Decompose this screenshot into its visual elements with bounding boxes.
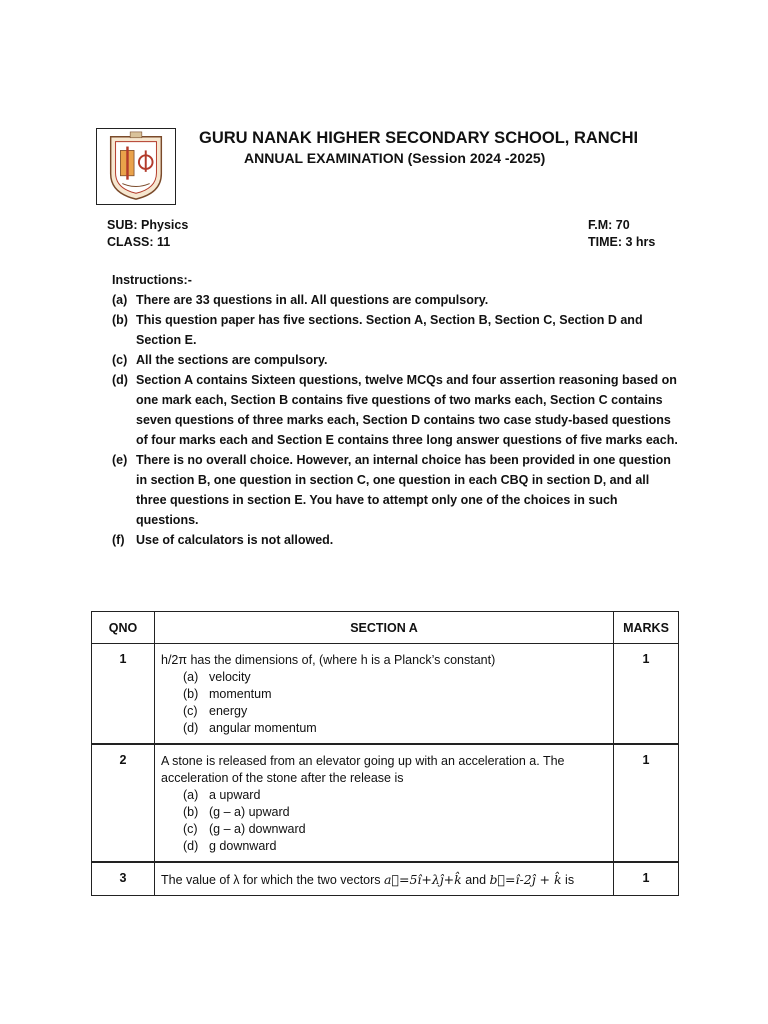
instruction-text: Use of calculators is not allowed.	[136, 533, 334, 547]
question-marks: 1	[614, 745, 679, 862]
option-text: (g – a) downward	[209, 822, 306, 836]
instruction-label: (e)	[112, 453, 128, 467]
option	[183, 838, 607, 855]
instruction-text: All the sections are compulsory.	[136, 353, 328, 367]
table-header-row	[92, 612, 679, 644]
instruction-text: This question paper has five sections. Section A, Section B, Section C, Section D and Section E.	[136, 313, 643, 347]
option-label: (c)	[183, 704, 198, 718]
option	[183, 787, 607, 804]
question-number: 3	[92, 863, 155, 896]
full-marks: F.M: 70	[588, 218, 630, 232]
school-crest-icon	[97, 129, 175, 204]
option-label: (d)	[183, 721, 199, 735]
question-body	[155, 863, 614, 896]
question-text: h/2π has the dimensions of, (where h is a Planck’s constant)	[161, 653, 496, 667]
instruction-item	[112, 370, 682, 450]
question-marks: 1	[614, 863, 679, 896]
question-text-mid: and	[461, 873, 490, 887]
option	[183, 669, 607, 686]
option-text: energy	[209, 704, 248, 718]
instruction-label: (c)	[112, 353, 128, 367]
instruction-text: Section A contains Sixteen questions, twelve MCQs and four assertion reasoning based on one mark each, Section B contains five questions of two marks each, Section C contains seven questions of three marks each, Section D contains two case study-based questions of four marks each and Section E contains three long answer questions of five marks each.	[136, 373, 678, 447]
header-marks: MARKS	[614, 612, 679, 644]
vector-b: b⃗=î-2ĵ + k̂	[489, 872, 562, 887]
instruction-text: There is no overall choice. However, an internal choice has been provided in one question in section B, one question in section C, one question in each CBQ in section D, and all three questions in section E. You have to attempt only one of the choices in such questions.	[136, 453, 671, 527]
option-label: (a)	[183, 788, 199, 802]
school-name: GURU NANAK HIGHER SECONDARY SCHOOL, RANCHI	[199, 129, 639, 147]
instruction-text: There are 33 questions in all. All questions are compulsory.	[136, 293, 489, 307]
question-number: 2	[92, 745, 155, 862]
instruction-item	[112, 530, 682, 550]
subject: SUB: Physics	[107, 218, 189, 232]
instruction-label: (a)	[112, 293, 128, 307]
options-list	[183, 787, 607, 855]
header-qno: QNO	[92, 612, 155, 644]
option	[183, 804, 607, 821]
school-logo	[96, 128, 176, 205]
instruction-label: (d)	[112, 373, 128, 387]
table-row	[92, 745, 679, 862]
time: TIME: 3 hrs	[588, 235, 656, 249]
class: CLASS: 11	[107, 235, 171, 249]
question-text-before: The value of λ for which the two vectors	[161, 873, 385, 887]
instruction-item	[112, 310, 682, 350]
option-label: (c)	[183, 822, 198, 836]
option-label: (b)	[183, 805, 199, 819]
option-label: (d)	[183, 839, 199, 853]
option-label: (a)	[183, 670, 199, 684]
option-text: velocity	[209, 670, 251, 684]
instructions-title: Instructions:-	[112, 273, 192, 287]
question-number: 1	[92, 644, 155, 744]
question-text-after: is	[561, 873, 575, 887]
option-text: momentum	[209, 687, 272, 701]
option	[183, 703, 607, 720]
option	[183, 686, 607, 703]
question-text	[161, 871, 607, 889]
instruction-label: (f)	[112, 533, 125, 547]
table-row	[92, 644, 679, 744]
instructions	[112, 270, 682, 550]
instruction-item	[112, 290, 682, 310]
questions-table	[91, 611, 679, 896]
table-row	[92, 863, 679, 896]
question-body	[155, 644, 614, 744]
question-marks: 1	[614, 644, 679, 744]
option-text: angular momentum	[209, 721, 317, 735]
option-label: (b)	[183, 687, 199, 701]
instruction-label: (b)	[112, 313, 128, 327]
vector-a: a⃗=5î+λĵ+k̂	[384, 872, 462, 887]
option-text: (g – a) upward	[209, 805, 290, 819]
instruction-item	[112, 350, 682, 370]
instruction-item	[112, 450, 682, 530]
option-text: a upward	[209, 788, 261, 802]
question-text: A stone is released from an elevator going up with an acceleration a. The acceleration of the stone after the release is	[161, 754, 565, 785]
option	[183, 720, 607, 737]
option	[183, 821, 607, 838]
header-section: SECTION A	[155, 612, 614, 644]
options-list	[183, 669, 607, 737]
exam-title: ANNUAL EXAMINATION (Session 2024 -2025)	[244, 150, 546, 166]
question-body	[155, 745, 614, 862]
option-text: g downward	[209, 839, 277, 853]
